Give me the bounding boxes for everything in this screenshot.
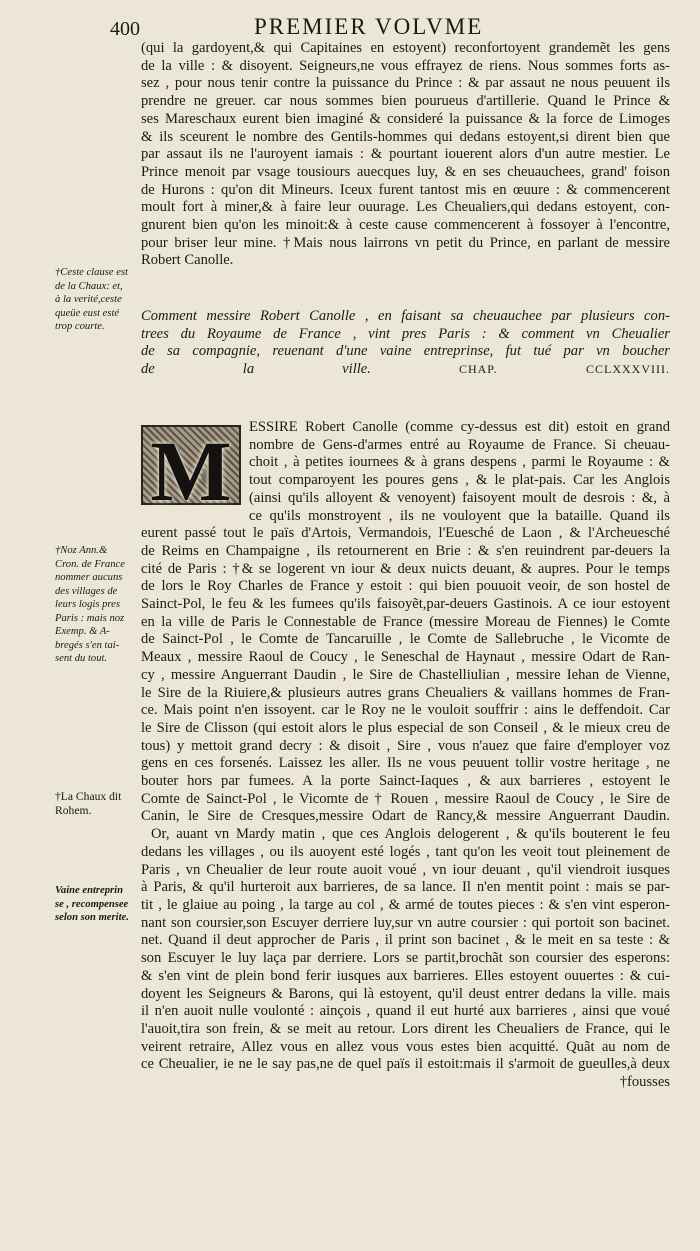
text-line: & s'en vint de plein bond ferir iusques aux barrieres. Elles estoyent ouuertes : & cui-	[141, 967, 670, 984]
text-line: à Paris, & qu'il hurteroit aux barrieres, de sa lance. Il n'en mentit point : mais se par-	[141, 879, 670, 896]
note-line: des villages de	[55, 585, 118, 597]
margin-note-1	[55, 266, 139, 334]
running-title: PREMIER VOLVME	[254, 14, 484, 39]
text-line: Sainct-Pol, le feu & les fumees qu'ils faisoyẽt,par-deuers Gastinois. A ce iour estoyent	[141, 596, 670, 613]
chapter-heading	[141, 308, 670, 379]
page-number: 400	[110, 18, 140, 40]
margin-note-3	[55, 790, 139, 817]
margin-note-4	[55, 884, 139, 925]
note-line: leurs logis pres	[55, 599, 120, 610]
text-line: tit , le glaiue au poing , la targe au col , & armé de toutes pieces : & s'en vint esperon-	[141, 896, 670, 913]
text-line: gens en ces forsenés. Laissez les aller. Ils ne vous peuuent tollir vostre heritage , ne	[141, 755, 670, 772]
text-line: moult fort à miner,& à faire leur ouurage. Les Cheualiers,qui dedans estoyent, con-	[141, 199, 670, 216]
text-line: Meaux , messire Raoul de Coucy , le Seneschal de Haynaut , messire Odart de Ran-	[141, 649, 670, 666]
heading-line-end: de la ville.	[141, 361, 371, 378]
heading-line: de sa compagnie, reuenant d'une vaine entreprinse, fut tué par vn boucher	[141, 343, 670, 360]
note-line: Cron. de France	[55, 558, 125, 570]
text-line: (qui la gardoyent,& qui Capitaines en estoyent) reconfortoyent grandemẽt les gens	[141, 40, 670, 56]
note-line: de la Chaux: et,	[55, 280, 123, 292]
text-line: veirent retraire, Allez vous en allez vous vous estes bien acquitté. Quãt au nom de	[141, 1038, 670, 1055]
text-line: en la ville de Paris le Connestable de France (messire Moreau de Fiennes) le Comte	[141, 613, 670, 630]
heading-line	[141, 361, 670, 379]
text-line: Prince menoit par vsage tousiours auecques luy, & en ses cheuauchees, grand' foison	[141, 163, 670, 180]
note-line: †Ceste clause est	[55, 267, 128, 278]
text-line: bouter hors par fumees. A la porte Sainct-Iaques , & aux barrieres , estoyent le	[141, 773, 670, 790]
paragraph-1	[141, 40, 670, 270]
text-line: gnurent bien qu'on les minoit:& à ceste cause commencerent à fossoyer à l'encontre,	[141, 217, 670, 234]
text-line: nant son coursier,son Escuyer derriere luy,sur vn autre coursier : qui portoit son bacinet.	[141, 914, 670, 931]
text-line: de la ville : & disoyent. Seigneurs,ne vous effrayez de riens. Nous sommes forts as-	[141, 57, 670, 74]
text-line: Robert Canolle.	[141, 252, 234, 269]
heading-line: Comment messire Robert Canolle , en faisant sa cheuauchee par plusieurs con-	[141, 308, 670, 324]
text-line: son Escuyer le luy laça par derriere. Lors se partit,brochãt son coursier des esperons:	[141, 950, 670, 967]
drop-cap-letter: M	[150, 423, 232, 519]
note-line: Vaine entreprin	[55, 885, 123, 896]
text-line: prendre ne greuer. car nous sommes bien pourueus d'artillerie. Quand le Prince &	[141, 93, 670, 110]
note-line: à la verité,ceste	[55, 294, 122, 305]
text-line: de Reims en Champaigne , ils retournerent en Brie : & s'en reuindrent par-deuers la	[141, 542, 670, 559]
text-line: Canin, le Sire de Cresques,messire Odart de Rancy,& messire Anguerrant Daudin.	[141, 808, 670, 825]
text-line: & ils sceurent le nombre des Gentils-hommes qui dedans estoyent,si dirent bien que	[141, 128, 670, 145]
note-line: bregés s'en tai-	[55, 639, 120, 651]
text-line: dedans les villages , ou ils auoyent esté logés , tant qu'on les veoit tout pleinement de	[141, 843, 670, 860]
text-line: net. Quand il deut approcher de Paris , il print son bacinet , & le meit en sa teste : &	[141, 932, 670, 949]
note-line: nommer aucuns	[55, 572, 123, 583]
text-line: le Sire de la Riuiere,& plusieurs autres grans Cheualiers & vaillans hommes de Fran-	[141, 684, 670, 701]
note-line: se , recompensee	[55, 898, 129, 910]
text-line: ses Mareschaux eurent bien imaginé & consideré la puissance & la force de Limoges	[141, 110, 670, 127]
text-line: pour briser leur mine. †Mais nous lairrons vn petit du Prince, en parlant de messire	[141, 234, 670, 251]
text-line: ce. Mais point n'en issoyent. car le Roy ne le vouloit souffrir : ains le deffendoit. Car	[141, 702, 670, 719]
text-line: tous) y mettoit grand decry : & disoit , Sire , vous n'auez que faire d'employer voz	[141, 737, 670, 754]
text-line: par assaut ils ne l'auroyent iamais : & pourtant iouerent alors d'un autre mestier. Le	[141, 146, 670, 163]
note-line: sent du tout.	[55, 653, 108, 664]
margin-note-2	[55, 544, 139, 666]
chapter-number: CHAP. CCLXXXVIII.	[458, 362, 670, 377]
catchword: †fousses	[619, 1074, 670, 1091]
text-line: de Hurons : qu'on dit Mineurs. Iceux furent tantost mis en œuure : & commencerent	[141, 181, 670, 198]
text-line: il n'en auoit nulle voulonté : ainçois , quand il eut hurté aux barrieres , ainsi que voué	[141, 1003, 670, 1020]
text-line: ESSIRE Robert Canolle (comme cy-dessus est dit) estoit en grand	[249, 419, 670, 435]
text-line: cité de Paris : †& se logerent vn iour & deux nuicts deuant, & aupres. Pour le temps	[141, 560, 670, 577]
text-line: choit , à petites iournees & à grans despens , parmi le Royaume : &	[249, 454, 670, 471]
note-line: Paris : mais noz	[55, 612, 125, 624]
note-line: †La Chaux dit	[55, 790, 122, 803]
text-line: cy , messire Anguerrant Daudin , le Sire de Chastelliulian , messire Iehan de Vienne,	[141, 666, 670, 683]
note-line: Exemp. & A-	[55, 626, 110, 637]
text-line: Or, auant vn Mardy matin , que ces Anglois delogerent , & qu'ils bouterent le feu	[151, 826, 670, 843]
heading-line: trees du Royaume de France , vint pres Paris : & comment vn Cheualier	[141, 325, 670, 342]
text-line: (ainsi qu'ils alloyent & venoyent) faisoyent moult de desrois : &, à	[249, 489, 670, 506]
note-line: queüe eust esté	[55, 307, 120, 319]
text-line: Comte de Sainct-Pol , le Vicomte de † Rouen , messire Raoul de Coucy , le Sire de	[141, 790, 670, 807]
text-line: ce qu'ils monstroyent , ils ne vouloyent que la bataille. Quand ils	[249, 507, 670, 524]
text-line: doyent les Seigneurs & Barons, qui là estoyent, qu'il deust entrer dedans la ville. mais	[141, 985, 670, 1002]
text-line: de lors le Roy Charles de France y estoit : qui bien pouuoit veoir, de son hostel de	[141, 578, 670, 595]
text-line: de Sainct-Pol , le Comte de Tancaruille , le Comte de Sallebruche , le Vicomte de	[141, 631, 670, 648]
text-line: tout comparoyent les poures gens , & le plat-pais. Car les Anglois	[249, 472, 670, 489]
text-line: l'auoit,tira son frein, & se meit au retour. Lors dirent les Cheualiers de France, qui le	[141, 1020, 670, 1037]
text-line: ce Cheualier, ie ne le say pas,ne de quel païs il estoit:mais il s'armoit de gueulles,à deux	[141, 1056, 670, 1073]
text-line: nombre de Gens-d'armes entré au Royaume de France. Si cheuau-	[249, 436, 670, 453]
text-line: le Sire de Clisson (qui estoit alors le plus especial de son Conseil , & le mieux creu de	[141, 719, 670, 736]
paragraph-2	[141, 419, 670, 1092]
note-line: †Noz Ann.&	[55, 545, 108, 556]
note-line: Rohem.	[55, 803, 92, 817]
text-line: Paris , vn Cheualier de leur route auoit voué , vn iour deuant , qu'il viendroit iusques	[141, 861, 670, 878]
text-line: eurent passé tout le païs d'Artois, Vermandois, l'Euesché de Laon , & l'Archeuesché	[141, 525, 670, 542]
text-line: sez , pour nous tenir contre la puissance du Prince : & par assaut ne nous peuuent ils	[141, 75, 670, 92]
note-line: selon son merite.	[55, 912, 129, 923]
note-line: trop courte.	[55, 321, 105, 332]
